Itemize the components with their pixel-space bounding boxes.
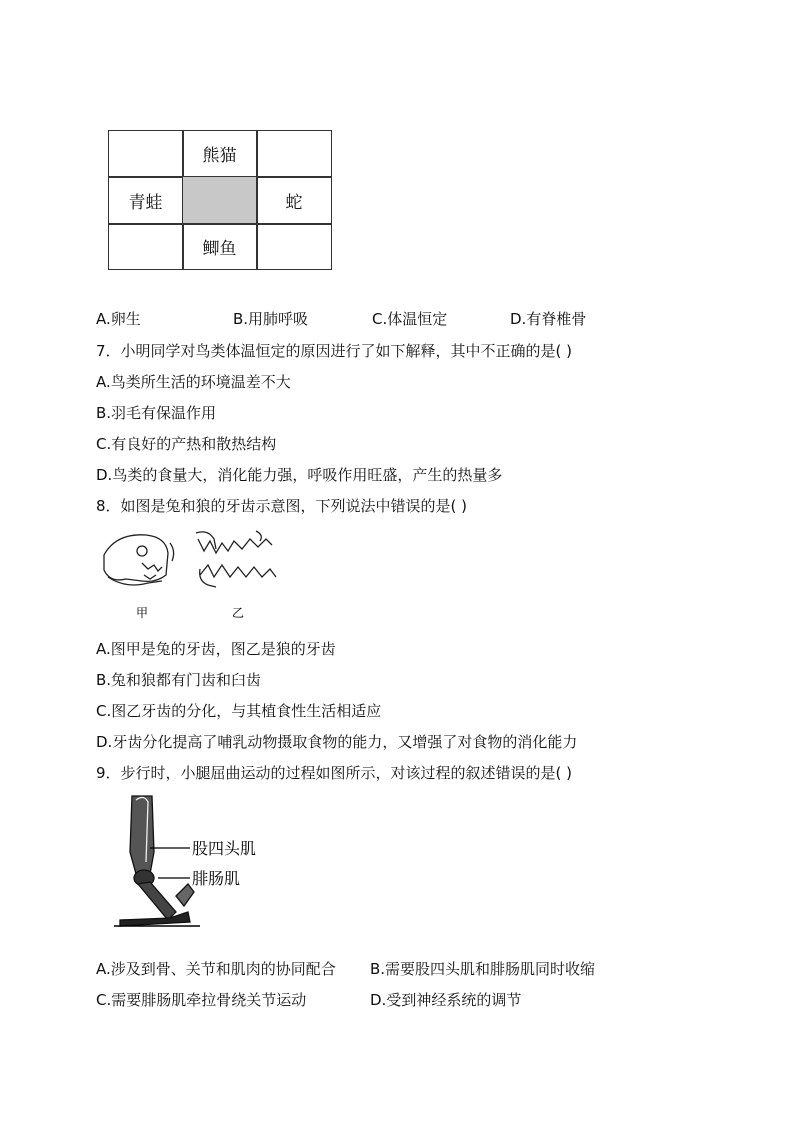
- q9-option-d[interactable]: D.受到神经系统的调节: [370, 991, 522, 1009]
- q6-option-d[interactable]: D.有脊椎骨: [510, 310, 587, 328]
- q9-option-c[interactable]: C.需要腓肠肌牵拉骨绕关节运动: [96, 991, 307, 1009]
- grid-cell-left: 青蛙: [128, 192, 163, 213]
- q9-option-b[interactable]: B.需要股四头肌和腓肠肌同时收缩: [370, 960, 596, 978]
- q7-option-b[interactable]: B.羽毛有保温作用: [96, 404, 217, 422]
- q8-stem: 8．如图是兔和狼的牙齿示意图，下列说法中错误的是( ): [96, 497, 468, 515]
- leg-sketch: [114, 796, 200, 926]
- rabbit-skull-sketch: [104, 535, 174, 585]
- q9-stem: 9．步行时，小腿屈曲运动的过程如图所示，对该过程的叙述错误的是( ): [96, 764, 573, 782]
- q8-option-c[interactable]: C.图乙牙齿的分化，与其植食性生活相适应: [96, 702, 382, 720]
- grid-cell-center-shaded: [183, 177, 256, 223]
- q7-option-c[interactable]: C.有良好的产热和散热结构: [96, 435, 277, 453]
- grid-cell-top: 熊猫: [202, 146, 237, 166]
- teeth-figure: [96, 525, 286, 625]
- animal-classification-grid: [108, 130, 332, 270]
- grid-cell-bottom: 鲫鱼: [202, 239, 237, 259]
- q7-stem: 7．小明同学对鸟类体温恒定的原因进行了如下解释，其中不正确的是( ): [96, 342, 573, 360]
- wolf-teeth-sketch: [196, 531, 276, 587]
- leg-muscle-figure: [110, 792, 280, 932]
- q6-option-b[interactable]: B.用肺呼吸: [233, 310, 309, 328]
- q8-option-d[interactable]: D.牙齿分化提高了哺乳动物摄取食物的能力，又增强了对食物的消化能力: [96, 733, 578, 751]
- q7-option-d[interactable]: D.鸟类的食量大，消化能力强，呼吸作用旺盛，产生的热量多: [96, 466, 503, 484]
- q6-option-a[interactable]: A.卵生: [96, 310, 141, 328]
- label-quadriceps: 股四头肌: [192, 839, 257, 858]
- label-gastrocnemius: 腓肠肌: [192, 869, 241, 888]
- q7-option-a[interactable]: A.鸟类所生活的环境温差不大: [96, 373, 291, 391]
- grid-cell-right: 蛇: [285, 192, 303, 213]
- figure-label-jia: 甲: [136, 606, 149, 620]
- q6-option-c[interactable]: C.体温恒定: [372, 310, 448, 328]
- q9-option-a[interactable]: A.涉及到骨、关节和肌肉的协同配合: [96, 960, 336, 978]
- q8-option-a[interactable]: A.图甲是兔的牙齿，图乙是狼的牙齿: [96, 640, 336, 658]
- q8-option-b[interactable]: B.兔和狼都有门齿和臼齿: [96, 671, 262, 689]
- figure-label-yi: 乙: [232, 606, 245, 620]
